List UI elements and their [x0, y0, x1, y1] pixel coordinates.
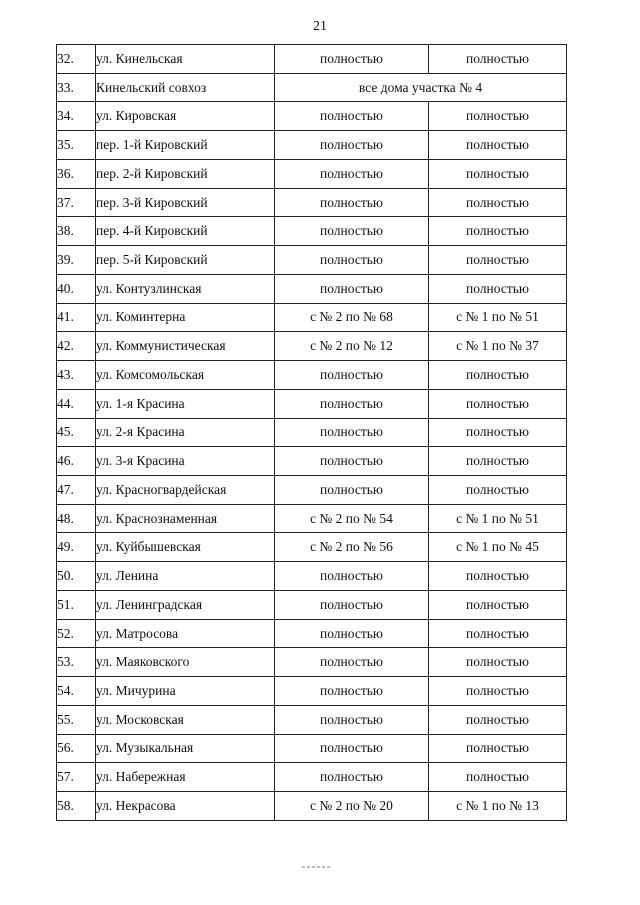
even-range-cell: полностью	[275, 274, 429, 303]
odd-range-cell: полностью	[429, 45, 567, 74]
even-range-cell: полностью	[275, 102, 429, 131]
row-number-cell: 39.	[57, 246, 96, 275]
even-range-cell: полностью	[275, 361, 429, 390]
row-number-cell: 57.	[57, 763, 96, 792]
table-body	[57, 45, 567, 821]
row-number-cell: 38.	[57, 217, 96, 246]
odd-range-cell: полностью	[429, 131, 567, 160]
even-range-cell: полностью	[275, 705, 429, 734]
even-range-cell: полностью	[275, 648, 429, 677]
even-range-cell: полностью	[275, 131, 429, 160]
street-name-cell: Кинельский совхоз	[96, 73, 275, 102]
merged-range-cell: все дома участка № 4	[275, 73, 567, 102]
odd-range-cell: с № 1 по № 13	[429, 792, 567, 821]
streets-table	[56, 44, 567, 821]
street-name-cell: ул. Куйбышевская	[96, 533, 275, 562]
even-range-cell: с № 2 по № 54	[275, 504, 429, 533]
odd-range-cell: полностью	[429, 677, 567, 706]
even-range-cell: полностью	[275, 188, 429, 217]
row-number-cell: 40.	[57, 274, 96, 303]
street-name-cell: ул. Набережная	[96, 763, 275, 792]
odd-range-cell: с № 1 по № 37	[429, 332, 567, 361]
table-row	[57, 246, 567, 275]
odd-range-cell: полностью	[429, 763, 567, 792]
even-range-cell: полностью	[275, 677, 429, 706]
street-name-cell: ул. Мичурина	[96, 677, 275, 706]
street-name-cell: пер. 2-й Кировский	[96, 159, 275, 188]
even-range-cell: с № 2 по № 68	[275, 303, 429, 332]
row-number-cell: 41.	[57, 303, 96, 332]
row-number-cell: 58.	[57, 792, 96, 821]
page-number: 21	[313, 19, 327, 34]
table-row	[57, 476, 567, 505]
street-name-cell: ул. Комсомольская	[96, 361, 275, 390]
even-range-cell: полностью	[275, 389, 429, 418]
row-number-cell: 33.	[57, 73, 96, 102]
row-number-cell: 52.	[57, 619, 96, 648]
odd-range-cell: полностью	[429, 274, 567, 303]
table-row	[57, 217, 567, 246]
street-name-cell: ул. Контузлинская	[96, 274, 275, 303]
street-name-cell: ул. Ленина	[96, 562, 275, 591]
row-number-cell: 56.	[57, 734, 96, 763]
street-name-cell: ул. Матросова	[96, 619, 275, 648]
row-number-cell: 51.	[57, 590, 96, 619]
street-name-cell: ул. Коминтерна	[96, 303, 275, 332]
street-name-cell: ул. 1-я Красина	[96, 389, 275, 418]
even-range-cell: полностью	[275, 246, 429, 275]
table-row	[57, 677, 567, 706]
street-name-cell: пер. 3-й Кировский	[96, 188, 275, 217]
odd-range-cell: полностью	[429, 648, 567, 677]
odd-range-cell: полностью	[429, 476, 567, 505]
row-number-cell: 53.	[57, 648, 96, 677]
odd-range-cell: полностью	[429, 217, 567, 246]
table-row	[57, 504, 567, 533]
table-row	[57, 274, 567, 303]
street-name-cell: ул. Маяковского	[96, 648, 275, 677]
odd-range-cell: полностью	[429, 246, 567, 275]
even-range-cell: полностью	[275, 159, 429, 188]
even-range-cell: с № 2 по № 20	[275, 792, 429, 821]
row-number-cell: 37.	[57, 188, 96, 217]
even-range-cell: полностью	[275, 418, 429, 447]
street-name-cell: ул. Красногвардейская	[96, 476, 275, 505]
table-row	[57, 792, 567, 821]
odd-range-cell: полностью	[429, 562, 567, 591]
odd-range-cell: полностью	[429, 705, 567, 734]
odd-range-cell: полностью	[429, 102, 567, 131]
odd-range-cell: полностью	[429, 389, 567, 418]
street-name-cell: пер. 4-й Кировский	[96, 217, 275, 246]
table-row	[57, 418, 567, 447]
even-range-cell: полностью	[275, 476, 429, 505]
even-range-cell: полностью	[275, 619, 429, 648]
table-row	[57, 389, 567, 418]
odd-range-cell: полностью	[429, 418, 567, 447]
street-name-cell: ул. Коммунистическая	[96, 332, 275, 361]
odd-range-cell: полностью	[429, 188, 567, 217]
table-row	[57, 562, 567, 591]
table-row	[57, 705, 567, 734]
row-number-cell: 34.	[57, 102, 96, 131]
table-row	[57, 45, 567, 74]
odd-range-cell: с № 1 по № 51	[429, 504, 567, 533]
odd-range-cell: с № 1 по № 45	[429, 533, 567, 562]
table-row	[57, 619, 567, 648]
scan-mark	[302, 866, 332, 868]
street-name-cell: ул. Некрасова	[96, 792, 275, 821]
table-row	[57, 361, 567, 390]
even-range-cell: полностью	[275, 763, 429, 792]
row-number-cell: 44.	[57, 389, 96, 418]
odd-range-cell: полностью	[429, 159, 567, 188]
odd-range-cell: полностью	[429, 590, 567, 619]
street-name-cell: ул. Ленинградская	[96, 590, 275, 619]
table-row	[57, 188, 567, 217]
street-name-cell: пер. 1-й Кировский	[96, 131, 275, 160]
odd-range-cell: полностью	[429, 361, 567, 390]
row-number-cell: 55.	[57, 705, 96, 734]
row-number-cell: 32.	[57, 45, 96, 74]
table-row	[57, 332, 567, 361]
table-row	[57, 763, 567, 792]
table-row	[57, 734, 567, 763]
even-range-cell: полностью	[275, 447, 429, 476]
row-number-cell: 36.	[57, 159, 96, 188]
even-range-cell: с № 2 по № 56	[275, 533, 429, 562]
even-range-cell: с № 2 по № 12	[275, 332, 429, 361]
table-row	[57, 303, 567, 332]
odd-range-cell: полностью	[429, 447, 567, 476]
odd-range-cell: полностью	[429, 734, 567, 763]
street-name-cell: ул. Кинельская	[96, 45, 275, 74]
table-row	[57, 102, 567, 131]
table-row	[57, 590, 567, 619]
row-number-cell: 43.	[57, 361, 96, 390]
table-row	[57, 533, 567, 562]
row-number-cell: 48.	[57, 504, 96, 533]
row-number-cell: 49.	[57, 533, 96, 562]
table-row	[57, 447, 567, 476]
even-range-cell: полностью	[275, 562, 429, 591]
street-name-cell: ул. Кировская	[96, 102, 275, 131]
street-name-cell: ул. 3-я Красина	[96, 447, 275, 476]
row-number-cell: 50.	[57, 562, 96, 591]
even-range-cell: полностью	[275, 734, 429, 763]
even-range-cell: полностью	[275, 590, 429, 619]
street-name-cell: пер. 5-й Кировский	[96, 246, 275, 275]
row-number-cell: 45.	[57, 418, 96, 447]
even-range-cell: полностью	[275, 217, 429, 246]
even-range-cell: полностью	[275, 45, 429, 74]
odd-range-cell: с № 1 по № 51	[429, 303, 567, 332]
row-number-cell: 47.	[57, 476, 96, 505]
row-number-cell: 54.	[57, 677, 96, 706]
street-name-cell: ул. Московская	[96, 705, 275, 734]
table-row	[57, 648, 567, 677]
table-row	[57, 73, 567, 102]
table-row	[57, 159, 567, 188]
street-name-cell: ул. Музыкальная	[96, 734, 275, 763]
table-row	[57, 131, 567, 160]
street-name-cell: ул. 2-я Красина	[96, 418, 275, 447]
odd-range-cell: полностью	[429, 619, 567, 648]
street-name-cell: ул. Краснознаменная	[96, 504, 275, 533]
row-number-cell: 35.	[57, 131, 96, 160]
row-number-cell: 46.	[57, 447, 96, 476]
row-number-cell: 42.	[57, 332, 96, 361]
